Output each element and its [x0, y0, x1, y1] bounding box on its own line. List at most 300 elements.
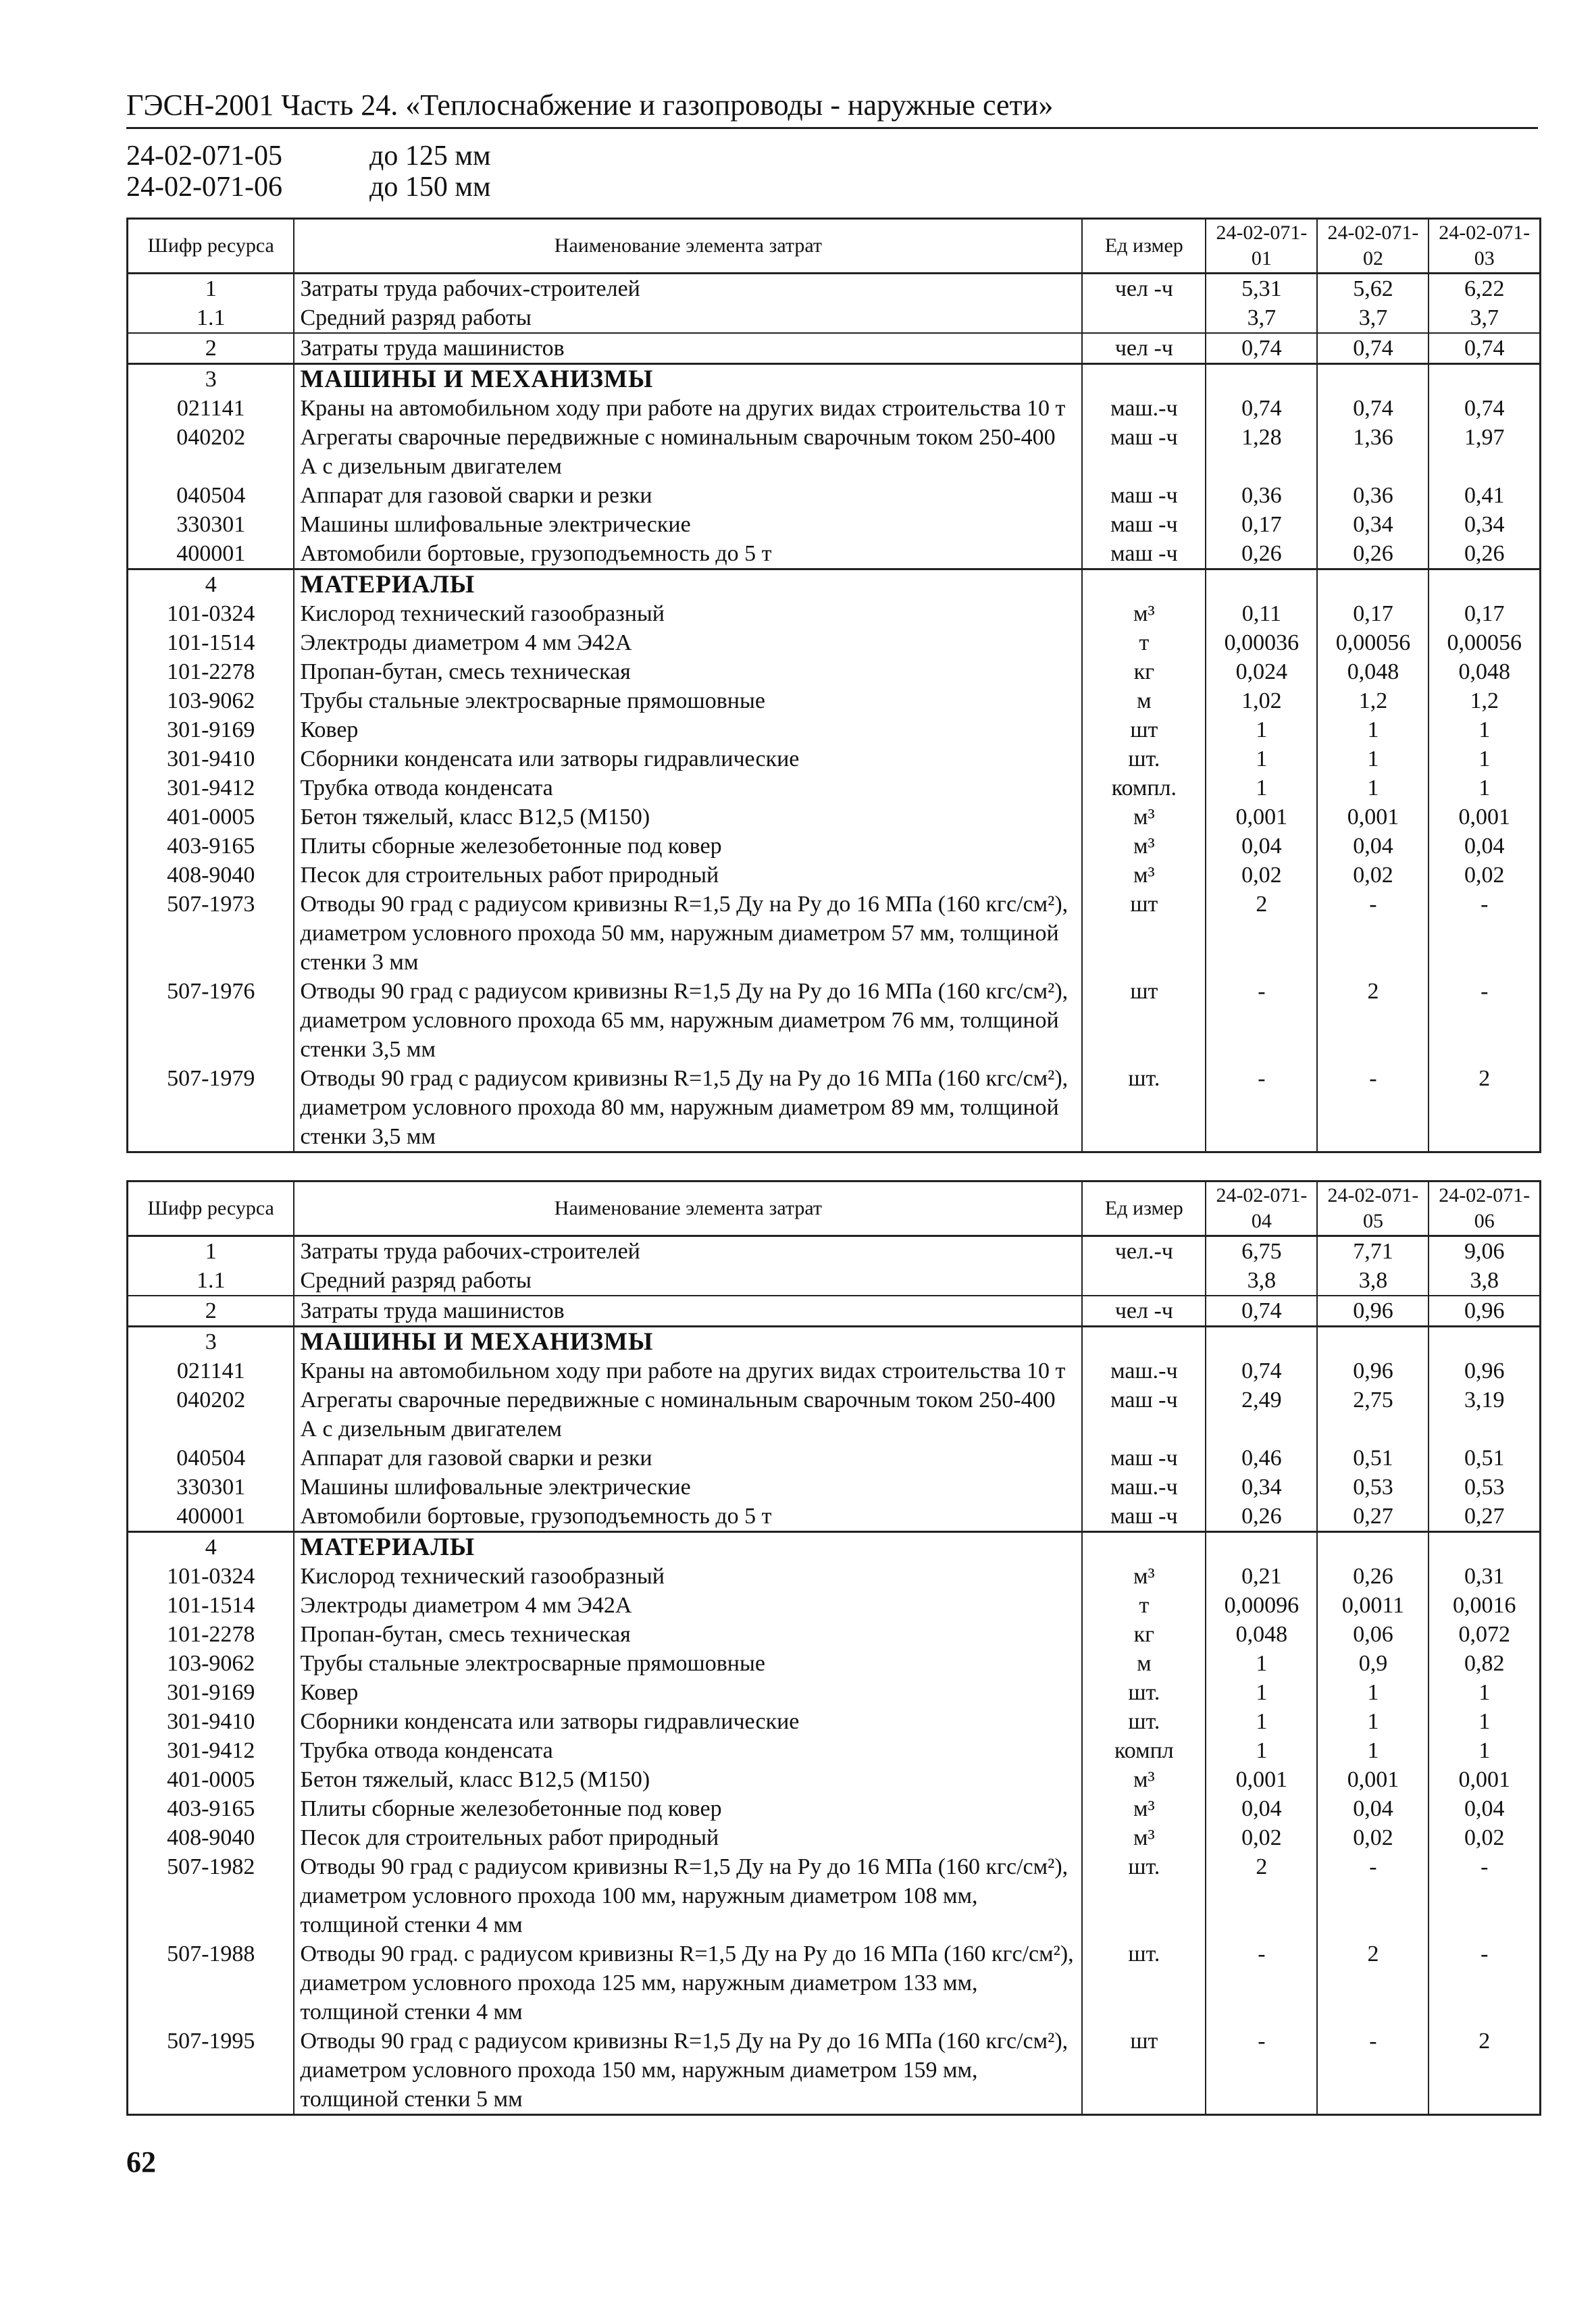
table-header-row — [128, 219, 1541, 274]
cell-code: 1.1 — [128, 303, 294, 333]
cell-unit: шт — [1082, 2027, 1206, 2115]
cell-code: 301-9169 — [128, 715, 294, 744]
cell-value: 0,74 — [1206, 1296, 1317, 1327]
cell-code: 103-9062 — [128, 686, 294, 715]
cell-value — [1428, 1532, 1540, 1562]
cell-value: 1 — [1428, 1707, 1540, 1736]
table-row — [128, 394, 1541, 423]
cell-name: Сборники конденсата или затворы гидравлические — [294, 744, 1082, 773]
col-header-norm-6: 24-02-071-06 — [1428, 1181, 1540, 1236]
cell-value: 0,0016 — [1428, 1591, 1540, 1620]
cell-value: 1,2 — [1317, 686, 1428, 715]
cell-name: Агрегаты сварочные передвижные с номинальным сварочным током 250-400 А с дизельным двигателем — [294, 423, 1082, 481]
cell-value: - — [1206, 977, 1317, 1064]
cell-value: 0,41 — [1428, 481, 1540, 510]
cell-value: 3,8 — [1206, 1266, 1317, 1296]
cell-value: - — [1428, 1939, 1540, 2027]
cell-value: 0,17 — [1317, 599, 1428, 628]
table-row — [128, 1620, 1541, 1649]
col-header-code: Шифр ресурса — [128, 219, 294, 274]
cell-code: 507-1976 — [128, 977, 294, 1064]
col-header-norm-5: 24-02-071-05 — [1317, 1181, 1428, 1236]
section-row — [128, 1532, 1541, 1562]
cell-value: 1,02 — [1206, 686, 1317, 715]
cell-unit: м³ — [1082, 1562, 1206, 1591]
cell-value — [1206, 1532, 1317, 1562]
cell-unit: шт. — [1082, 1852, 1206, 1939]
table-row — [128, 510, 1541, 539]
cell-value: 0,02 — [1317, 861, 1428, 890]
cell-name: Машины шлифовальные электрические — [294, 510, 1082, 539]
cell-code: 401-0005 — [128, 1765, 294, 1794]
cell-value: 7,71 — [1317, 1236, 1428, 1267]
cell-value: 0,00096 — [1206, 1591, 1317, 1620]
cell-name: Затраты труда машинистов — [294, 1296, 1082, 1327]
cell-code: 040202 — [128, 423, 294, 481]
cell-code: 507-1988 — [128, 1939, 294, 2027]
cell-value: 1 — [1317, 1678, 1428, 1707]
cell-value: 0,001 — [1428, 1765, 1540, 1794]
cell-code: 101-2278 — [128, 1620, 294, 1649]
col-header-norm-2: 24-02-071-02 — [1317, 219, 1428, 274]
cell-value: 0,82 — [1428, 1649, 1540, 1678]
table-row — [128, 1356, 1541, 1386]
cell-value: 0,02 — [1428, 1823, 1540, 1852]
table-row — [128, 274, 1541, 304]
col-header-norm-4: 24-02-071-04 — [1206, 1181, 1317, 1236]
cell-name: Отводы 90 град с радиусом кривизны R=1,5 Ду на Ру до 16 МПа (160 кгс/см²), диаметром условного прохода 65 мм, наружным диаметром 76 мм, толщиной стенки 3,5 мм — [294, 977, 1082, 1064]
cell-name: Трубы стальные электросварные прямошовные — [294, 686, 1082, 715]
cell-code: 1 — [128, 274, 294, 304]
cell-unit: кг — [1082, 1620, 1206, 1649]
cell-unit: шт. — [1082, 744, 1206, 773]
section-row — [128, 1327, 1541, 1357]
col-header-norm-1: 24-02-071-01 — [1206, 219, 1317, 274]
cell-value — [1317, 1327, 1428, 1357]
table-row — [128, 1678, 1541, 1707]
cell-name: Плиты сборные железобетонные под ковер — [294, 832, 1082, 861]
cell-name: Аппарат для газовой сварки и резки — [294, 1444, 1082, 1473]
cell-unit: маш -ч — [1082, 423, 1206, 481]
cell-unit — [1082, 569, 1206, 600]
cell-value: 0,34 — [1317, 510, 1428, 539]
cell-value: 1 — [1428, 1736, 1540, 1765]
cell-code: 101-1514 — [128, 628, 294, 657]
cell-code: 330301 — [128, 510, 294, 539]
cell-value: 0,024 — [1206, 657, 1317, 686]
table-row — [128, 715, 1541, 744]
table-row — [128, 1064, 1541, 1152]
cell-name: Средний разряд работы — [294, 303, 1082, 333]
cell-name: Электроды диаметром 4 мм Э42А — [294, 1591, 1082, 1620]
cell-unit: маш -ч — [1082, 510, 1206, 539]
cell-value: 0,0011 — [1317, 1591, 1428, 1620]
cell-unit: маш.-ч — [1082, 1356, 1206, 1386]
cell-code: 021141 — [128, 394, 294, 423]
cell-value: - — [1317, 890, 1428, 977]
cell-value — [1206, 1327, 1317, 1357]
cell-value: 0,74 — [1317, 394, 1428, 423]
cell-value: 0,02 — [1428, 861, 1540, 890]
cell-value: 0,9 — [1317, 1649, 1428, 1678]
header-title: ГЭСН-2001 Часть 24. «Теплоснабжение и газопроводы - наружные сети» — [126, 88, 1054, 122]
cell-value: 0,048 — [1317, 657, 1428, 686]
table-row — [128, 1386, 1541, 1444]
cell-unit: чел -ч — [1082, 1296, 1206, 1327]
cell-value: 0,27 — [1317, 1502, 1428, 1532]
table-row — [128, 303, 1541, 333]
cell-code: 301-9410 — [128, 744, 294, 773]
cell-name: Плиты сборные железобетонные под ковер — [294, 1794, 1082, 1823]
cell-code: 101-1514 — [128, 1591, 294, 1620]
cell-value: 1 — [1206, 715, 1317, 744]
col-header-unit: Ед измер — [1082, 1181, 1206, 1236]
table-row — [128, 1591, 1541, 1620]
cell-value — [1428, 1327, 1540, 1357]
cell-value: 1 — [1206, 1707, 1317, 1736]
cell-value: 1 — [1428, 1678, 1540, 1707]
cell-code: 021141 — [128, 1356, 294, 1386]
cell-unit — [1082, 303, 1206, 333]
table-row — [128, 628, 1541, 657]
cell-value: 0,00056 — [1317, 628, 1428, 657]
cell-code: 330301 — [128, 1473, 294, 1502]
cell-unit: шт. — [1082, 1939, 1206, 2027]
table-row — [128, 890, 1541, 977]
cell-name: Автомобили бортовые, грузоподъемность до 5 т — [294, 539, 1082, 569]
cell-code: 301-9412 — [128, 1736, 294, 1765]
cell-value: 3,7 — [1428, 303, 1540, 333]
cell-value: 2 — [1317, 1939, 1428, 2027]
cell-value: 1 — [1317, 744, 1428, 773]
cell-value: 0,17 — [1428, 599, 1540, 628]
cell-value: 0,048 — [1206, 1620, 1317, 1649]
cell-value: 0,74 — [1206, 333, 1317, 364]
cell-unit: т — [1082, 1591, 1206, 1620]
cell-unit: маш -ч — [1082, 539, 1206, 569]
col-header-name: Наименование элемента затрат — [294, 219, 1082, 274]
table-row — [128, 773, 1541, 803]
cell-name: Ковер — [294, 715, 1082, 744]
col-header-name: Наименование элемента затрат — [294, 1181, 1082, 1236]
cell-value: 0,74 — [1428, 333, 1540, 364]
cell-value: 6,75 — [1206, 1236, 1317, 1267]
cell-code: 408-9040 — [128, 861, 294, 890]
cell-name: Песок для строительных работ природный — [294, 1823, 1082, 1852]
cell-value: 0,04 — [1317, 1794, 1428, 1823]
cell-code: 403-9165 — [128, 832, 294, 861]
cell-unit: чел.-ч — [1082, 1236, 1206, 1267]
cell-value — [1317, 1532, 1428, 1562]
cell-value: 3,7 — [1317, 303, 1428, 333]
table-row — [128, 1562, 1541, 1591]
cell-value: 1 — [1206, 1649, 1317, 1678]
table-row — [128, 1939, 1541, 2027]
cell-value: - — [1428, 890, 1540, 977]
cell-code: 408-9040 — [128, 1823, 294, 1852]
cell-value: 1 — [1428, 715, 1540, 744]
cell-code: 507-1982 — [128, 1852, 294, 1939]
cell-code: 040504 — [128, 481, 294, 510]
table-row — [128, 657, 1541, 686]
norm-code: 24-02-071-06 — [126, 172, 282, 203]
cell-value: 0,001 — [1206, 803, 1317, 832]
cell-value: 1 — [1317, 773, 1428, 803]
cell-name: Затраты труда рабочих-строителей — [294, 1236, 1082, 1267]
cell-value: 0,21 — [1206, 1562, 1317, 1591]
cell-unit: м³ — [1082, 599, 1206, 628]
cell-value: 0,048 — [1428, 657, 1540, 686]
cell-code: 101-0324 — [128, 599, 294, 628]
cell-name: Сборники конденсата или затворы гидравлические — [294, 1707, 1082, 1736]
cell-value: 0,96 — [1428, 1356, 1540, 1386]
cell-unit: м — [1082, 1649, 1206, 1678]
cell-name: Средний разряд работы — [294, 1266, 1082, 1296]
cell-value: 9,06 — [1428, 1236, 1540, 1267]
cell-value: 0,26 — [1317, 1562, 1428, 1591]
cell-name: Трубка отвода конденсата — [294, 773, 1082, 803]
cell-code: 2 — [128, 1296, 294, 1327]
table-row — [128, 1736, 1541, 1765]
table-row — [128, 1473, 1541, 1502]
cell-name: Бетон тяжелый, класс В12,5 (М150) — [294, 1765, 1082, 1794]
cell-value: 0,072 — [1428, 1620, 1540, 1649]
cell-name: Отводы 90 град. с радиусом кривизны R=1,5 Ду на Ру до 16 МПа (160 кгс/см²), диаметром условного прохода 125 мм, наружным диаметром 133 мм, толщиной стенки 4 мм — [294, 1939, 1082, 2027]
cell-value — [1428, 364, 1540, 395]
cell-code: 301-9410 — [128, 1707, 294, 1736]
cell-value: 0,51 — [1428, 1444, 1540, 1473]
cell-value: 0,26 — [1428, 539, 1540, 569]
table-row — [128, 1266, 1541, 1296]
cell-name: Кислород технический газообразный — [294, 1562, 1082, 1591]
cell-code: 3 — [128, 364, 294, 395]
cell-unit: т — [1082, 628, 1206, 657]
cell-value: 0,001 — [1206, 1765, 1317, 1794]
cell-value — [1206, 364, 1317, 395]
cell-unit: шт — [1082, 977, 1206, 1064]
cell-value: 3,8 — [1317, 1266, 1428, 1296]
cell-name: МАШИНЫ И МЕХАНИЗМЫ — [294, 364, 1082, 395]
cell-value: 0,36 — [1317, 481, 1428, 510]
table-row — [128, 1794, 1541, 1823]
cell-name: Трубы стальные электросварные прямошовные — [294, 1649, 1082, 1678]
cell-code: 101-2278 — [128, 657, 294, 686]
table-row — [128, 1707, 1541, 1736]
cell-code: 401-0005 — [128, 803, 294, 832]
cell-name: Затраты труда рабочих-строителей — [294, 274, 1082, 304]
cell-code: 103-9062 — [128, 1649, 294, 1678]
resource-table-2 — [126, 1180, 1541, 2116]
cell-value: 1,28 — [1206, 423, 1317, 481]
cell-value — [1428, 569, 1540, 600]
cell-value: - — [1206, 1064, 1317, 1152]
table-row — [128, 744, 1541, 773]
cell-value: 0,31 — [1428, 1562, 1540, 1591]
section-row — [128, 364, 1541, 395]
cell-code: 040202 — [128, 1386, 294, 1444]
cell-unit: маш -ч — [1082, 1386, 1206, 1444]
cell-unit: м³ — [1082, 803, 1206, 832]
cell-code: 1.1 — [128, 1266, 294, 1296]
cell-code: 507-1995 — [128, 2027, 294, 2115]
table-row — [128, 423, 1541, 481]
table-row — [128, 1852, 1541, 1939]
cell-value: 0,96 — [1317, 1296, 1428, 1327]
cell-name: МАТЕРИАЛЫ — [294, 1532, 1082, 1562]
table-row — [128, 686, 1541, 715]
table-header-row — [128, 1181, 1541, 1236]
norm-description: до 125 мм — [369, 141, 491, 172]
col-header-unit: Ед измер — [1082, 219, 1206, 274]
cell-name: Краны на автомобильном ходу при работе на других видах строительства 10 т — [294, 1356, 1082, 1386]
cell-value: 0,04 — [1317, 832, 1428, 861]
table-row — [128, 1823, 1541, 1852]
cell-value: 0,17 — [1206, 510, 1317, 539]
norm-subtitle-row — [126, 139, 491, 173]
cell-value: 3,8 — [1428, 1266, 1540, 1296]
cell-value: 0,46 — [1206, 1444, 1317, 1473]
cell-value: 0,27 — [1428, 1502, 1540, 1532]
cell-value: 0,26 — [1206, 539, 1317, 569]
cell-value: 1,97 — [1428, 423, 1540, 481]
table-row — [128, 2027, 1541, 2115]
cell-code: 1 — [128, 1236, 294, 1267]
table-row — [128, 977, 1541, 1064]
cell-value: 1 — [1317, 1736, 1428, 1765]
cell-value: 0,96 — [1317, 1356, 1428, 1386]
cell-code: 400001 — [128, 1502, 294, 1532]
cell-unit: маш -ч — [1082, 481, 1206, 510]
cell-name: Бетон тяжелый, класс В12,5 (М150) — [294, 803, 1082, 832]
cell-name: Песок для строительных работ природный — [294, 861, 1082, 890]
cell-unit — [1082, 1532, 1206, 1562]
norm-description: до 150 мм — [369, 172, 491, 203]
cell-unit: кг — [1082, 657, 1206, 686]
cell-value: - — [1317, 2027, 1428, 2115]
table-row — [128, 599, 1541, 628]
cell-name: МАТЕРИАЛЫ — [294, 569, 1082, 600]
table-row — [128, 1649, 1541, 1678]
table-row — [128, 1296, 1541, 1327]
resource-table-1 — [126, 218, 1541, 1153]
cell-value: 0,02 — [1317, 1823, 1428, 1852]
cell-value: 3,7 — [1206, 303, 1317, 333]
cell-code: 301-9169 — [128, 1678, 294, 1707]
cell-name: Электроды диаметром 4 мм Э42А — [294, 628, 1082, 657]
cell-code: 507-1979 — [128, 1064, 294, 1152]
cell-value: 0,34 — [1206, 1473, 1317, 1502]
cell-name: Пропан-бутан, смесь техническая — [294, 1620, 1082, 1649]
cell-code: 101-0324 — [128, 1562, 294, 1591]
cell-value: 0,74 — [1317, 333, 1428, 364]
cell-value: - — [1206, 2027, 1317, 2115]
table-row — [128, 1444, 1541, 1473]
cell-value: 0,53 — [1428, 1473, 1540, 1502]
cell-name: Пропан-бутан, смесь техническая — [294, 657, 1082, 686]
cell-code: 507-1973 — [128, 890, 294, 977]
cell-unit: м³ — [1082, 1794, 1206, 1823]
cell-value: 0,11 — [1206, 599, 1317, 628]
cell-unit: чел -ч — [1082, 274, 1206, 304]
cell-value: 2 — [1317, 977, 1428, 1064]
cell-unit: маш -ч — [1082, 1502, 1206, 1532]
cell-code: 2 — [128, 333, 294, 364]
cell-unit: шт — [1082, 890, 1206, 977]
cell-value: 1 — [1428, 773, 1540, 803]
cell-code: 4 — [128, 569, 294, 600]
cell-value: 1 — [1317, 1707, 1428, 1736]
cell-value: 1 — [1317, 715, 1428, 744]
page-header — [126, 86, 1538, 129]
cell-code: 400001 — [128, 539, 294, 569]
cell-value: 0,02 — [1206, 861, 1317, 890]
cell-name: Отводы 90 град с радиусом кривизны R=1,5 Ду на Ру до 16 МПа (160 кгс/см²), диаметром условного прохода 150 мм, наружным диаметром 159 мм, толщиной стенки 5 мм — [294, 2027, 1082, 2115]
cell-name: Аппарат для газовой сварки и резки — [294, 481, 1082, 510]
cell-unit: шт. — [1082, 1064, 1206, 1152]
cell-unit — [1082, 364, 1206, 395]
cell-value: - — [1428, 1852, 1540, 1939]
cell-value: 0,74 — [1428, 394, 1540, 423]
cell-code: 3 — [128, 1327, 294, 1357]
cell-value: 0,00056 — [1428, 628, 1540, 657]
table-row — [128, 1236, 1541, 1267]
cell-value: 0,26 — [1206, 1502, 1317, 1532]
norm-subtitle-row — [126, 170, 491, 204]
cell-code: 040504 — [128, 1444, 294, 1473]
cell-value: 0,001 — [1317, 803, 1428, 832]
cell-name: Трубка отвода конденсата — [294, 1736, 1082, 1765]
cell-value: 0,53 — [1317, 1473, 1428, 1502]
cell-value: 6,22 — [1428, 274, 1540, 304]
cell-value: 0,001 — [1317, 1765, 1428, 1794]
cell-name: Отводы 90 град с радиусом кривизны R=1,5 Ду на Ру до 16 МПа (160 кгс/см²), диаметром условного прохода 80 мм, наружным диаметром 89 мм, толщиной стенки 3,5 мм — [294, 1064, 1082, 1152]
cell-unit: шт. — [1082, 1678, 1206, 1707]
cell-code: 301-9412 — [128, 773, 294, 803]
cell-value: 5,62 — [1317, 274, 1428, 304]
norm-code: 24-02-071-05 — [126, 141, 282, 172]
cell-value: 0,51 — [1317, 1444, 1428, 1473]
cell-value: 2 — [1206, 1852, 1317, 1939]
cell-unit: м³ — [1082, 861, 1206, 890]
cell-value: 1 — [1206, 1736, 1317, 1765]
table-row — [128, 539, 1541, 569]
cell-unit: м³ — [1082, 1765, 1206, 1794]
cell-unit: маш.-ч — [1082, 394, 1206, 423]
table-row — [128, 481, 1541, 510]
page-number: 62 — [126, 2145, 156, 2179]
cell-value: - — [1428, 977, 1540, 1064]
cell-unit: маш.-ч — [1082, 1473, 1206, 1502]
col-header-code: Шифр ресурса — [128, 1181, 294, 1236]
table-row — [128, 861, 1541, 890]
cell-code: 4 — [128, 1532, 294, 1562]
cell-value: 1 — [1206, 773, 1317, 803]
cell-value: - — [1317, 1852, 1428, 1939]
cell-value: 0,96 — [1428, 1296, 1540, 1327]
cell-value: 0,06 — [1317, 1620, 1428, 1649]
cell-value: 0,04 — [1206, 832, 1317, 861]
cell-value: 2 — [1428, 2027, 1540, 2115]
cell-value: 1,36 — [1317, 423, 1428, 481]
cell-unit: компл. — [1082, 773, 1206, 803]
section-row — [128, 569, 1541, 600]
cell-value: - — [1206, 1939, 1317, 2027]
cell-value — [1206, 569, 1317, 600]
cell-name: Отводы 90 град с радиусом кривизны R=1,5 Ду на Ру до 16 МПа (160 кгс/см²), диаметром условного прохода 50 мм, наружным диаметром 57 мм, толщиной стенки 3 мм — [294, 890, 1082, 977]
cell-name: Агрегаты сварочные передвижные с номинальным сварочным током 250-400 А с дизельным двигателем — [294, 1386, 1082, 1444]
cell-unit: шт. — [1082, 1707, 1206, 1736]
cell-value: 1 — [1428, 744, 1540, 773]
